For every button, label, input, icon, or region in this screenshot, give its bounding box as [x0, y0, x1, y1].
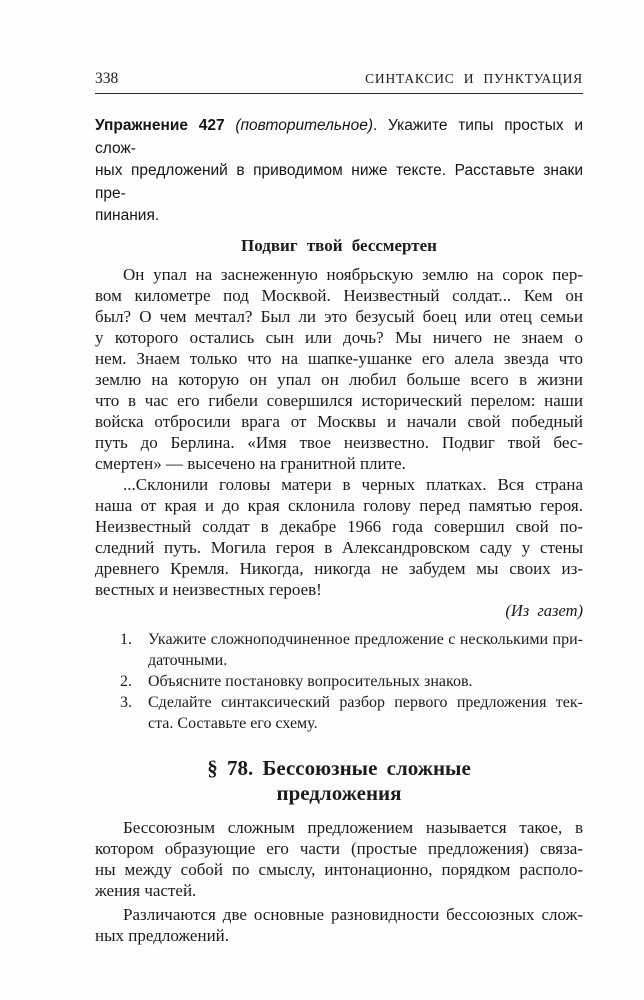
paragraph-line: Бессоюзным сложным предложением называется такое, в — [123, 817, 583, 837]
task-line: Объясните постановку вопросительных знаков. — [148, 672, 473, 690]
task-number: 3. — [120, 693, 132, 711]
section-body — [95, 817, 583, 946]
paragraph-line: войска отбросили врага от Москвы и начали свой победный — [95, 411, 583, 431]
exercise-text: . Укажите типы простых и слож- — [95, 117, 583, 157]
task-text — [148, 671, 583, 692]
section-heading-line: предложения — [276, 780, 402, 805]
paragraph-line: ...Склонили головы матери в черных платках. Вся страна — [123, 474, 583, 494]
paragraph-line: следний путь. Могила героя в Александровском саду у стены — [95, 537, 583, 557]
task-item — [120, 671, 583, 692]
theory-paragraph-1 — [95, 817, 583, 901]
reading-paragraph-1 — [95, 264, 583, 474]
paragraph-line: Он упал на заснеженную ноябрьскую землю на сорок пер- — [123, 264, 583, 284]
task-number: 2. — [120, 672, 132, 690]
paragraph-line: путь до Берлина. «Имя твое неизвестно. Подвиг твой бес- — [95, 432, 583, 452]
task-number: 1. — [120, 630, 132, 648]
paragraph-line: ны между собой по смыслу, интонационно, порядком располо- — [95, 859, 583, 879]
paragraph-line: нем. Знаем только что на шапке-ушанке его алела звезда что — [95, 348, 583, 368]
reading-title: Подвиг твой бессмертен — [241, 235, 437, 255]
section-heading-line: § 78. Бессоюзные сложные — [207, 755, 471, 780]
exercise-line: ных предложений в приводимом ниже тексте. Расставьте знаки пре- — [95, 162, 583, 202]
paragraph-line: Неизвестный солдат в декабре 1966 года совершил свой по- — [95, 516, 583, 536]
task-line: ста. Составьте его схему. — [148, 714, 318, 732]
paragraph-line: вестных и неизвестных героев! — [95, 579, 322, 599]
paragraph-line: землю на которую он упал он любил больше всего в жизни — [95, 369, 583, 389]
running-header — [95, 70, 583, 94]
exercise-line — [95, 115, 583, 160]
task-text — [148, 692, 583, 734]
paragraph-line: ных предложений. — [95, 925, 230, 945]
paragraph-line: вом километре под Москвой. Неизвестный солдат... Кем он — [95, 285, 583, 305]
paragraph-line: котором образующие его части (простые предложения) связа- — [95, 838, 583, 858]
section-heading — [95, 756, 583, 806]
page-number: 338 — [95, 70, 119, 87]
running-title: СИНТАКСИС И ПУНКТУАЦИЯ — [365, 71, 583, 86]
paragraph-line: смертен» — высечено на гранитной плите. — [95, 453, 406, 473]
task-list — [95, 629, 583, 734]
paragraph-line: что в час его гибели совершился исторический перелом: наши — [95, 390, 583, 410]
exercise-instructions — [95, 115, 583, 228]
paragraph-line: был? О чем мечтал? Был ли это безусый боец или отец семьи — [95, 306, 583, 326]
reading-paragraph-2 — [95, 474, 583, 600]
task-item — [120, 629, 583, 671]
exercise-line: пинания. — [95, 207, 160, 224]
paragraph-line: Различаются две основные разновидности бессоюзных слож- — [123, 904, 583, 924]
theory-paragraph-2 — [95, 904, 583, 946]
exercise-number-label: Упражнение 427 — [95, 117, 225, 134]
task-line: Укажите сложноподчиненное предложение с несколькими при- — [148, 630, 583, 648]
source-attribution: (Из газет) — [505, 600, 583, 620]
paragraph-line: жения частей. — [95, 880, 197, 900]
task-line: даточными. — [148, 651, 228, 669]
exercise-note: (повторительное) — [235, 117, 373, 134]
paragraph-line: у которого остались сын или дочь? Мы ничего не знаем о — [95, 327, 583, 347]
task-text — [148, 629, 583, 671]
paragraph-line: наша от края и до края склонила голову перед памятью героя. — [95, 495, 583, 515]
paragraph-line: древнего Кремля. Никогда, никогда не забудем мы своих из- — [95, 558, 583, 578]
task-line: Сделайте синтаксический разбор первого предложения тек- — [148, 693, 583, 711]
task-item — [120, 692, 583, 734]
